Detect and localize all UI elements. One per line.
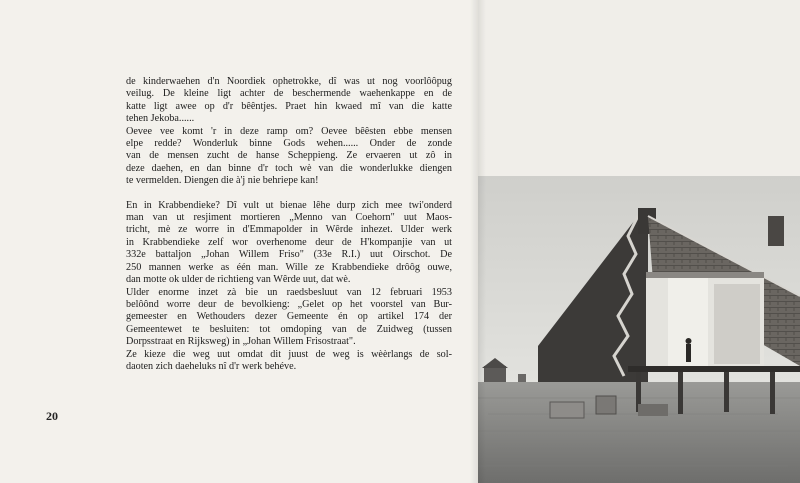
text-line: te vermelden. Diengen die à'j nie behriepe kan! [126,175,319,187]
text-line: elpe redde? Wonderluk binne Gods wehen...... Onder de zonde [126,138,452,150]
gutter-shadow [470,0,486,483]
text-line: de kinderwaehen d'n Noordiek ophetrokke, dî was ut nog voorlôôpug [126,76,452,87]
text-line: man van ut resjiment mortieren „Menno van Coehorn" uut Maos- [126,212,452,224]
body-text [126,76,452,373]
text-line: deze daehen, en dan binne d'r toch wè van die wonderlukke diengen [126,162,452,174]
text-line: 250 mannen werke as één man. Wille ze Krabbendieke drôôg ouwe, [126,261,452,273]
page-number: 20 [46,409,58,423]
text-line: dan motte ok ulder de richtieng van Wêrde uut, dat wè. [126,274,351,286]
text-line: tehen Jekoba...... [126,113,195,125]
text-line: Ulder enorme inzet zà bie un raedsbesluut van 12 februari 1953 [126,286,452,298]
text-line: veilug. De kleine ligt achter de beschermende waehenkappe en de [126,88,452,100]
text-line: katte ligt awee op d'r bêêntjes. Praet hin kwaed mî van die katte [126,100,452,112]
text-line: belôônd worre deur de bevolkieng: „Gelet op het voorstel van Bur- [126,298,452,310]
text-line: in Krabbendieke zelf wor overhenome deur de H'kompanjie van ut [126,236,452,248]
paragraph-gap [126,188,452,200]
text-line: Ze kieze die weg uut omdat dit juust de weg is wèèrlangs de sol- [126,348,452,360]
text-line: En in Krabbendieke? Dî vult ut bienae lêhe durp zich mee twi'onderd [126,199,452,211]
text-line: gemeester en Wethouders dezer Gemeente én op artikel 174 der [126,311,452,323]
text-line: tricht, mè ze worre in d'Emmapolder in Wêrde inhezet. Ulder werk [126,224,452,236]
flood-house-photo [478,176,800,483]
text-line: Oevee vee komt 'r in deze ramp om? Oevee bêêsten ebbe mensen [126,125,452,137]
text-line: Dorpsstraat en Rijksweg) in „Johan Willem Frisostraat". [126,336,356,348]
text-line: van de mensen zucht de hanse Scheppieng. Ze ervaeren ut zô in [126,150,452,162]
text-line: Gemeentewet te besluiten: tot omdoping van de Zuidweg (tussen [126,323,452,335]
text-line: daoten zich daeheluks nî d'r werk behéve. [126,360,297,372]
text-line: 332e battaljon „Johan Willem Friso" (33e R.I.) uut Oirschot. De [126,249,452,261]
